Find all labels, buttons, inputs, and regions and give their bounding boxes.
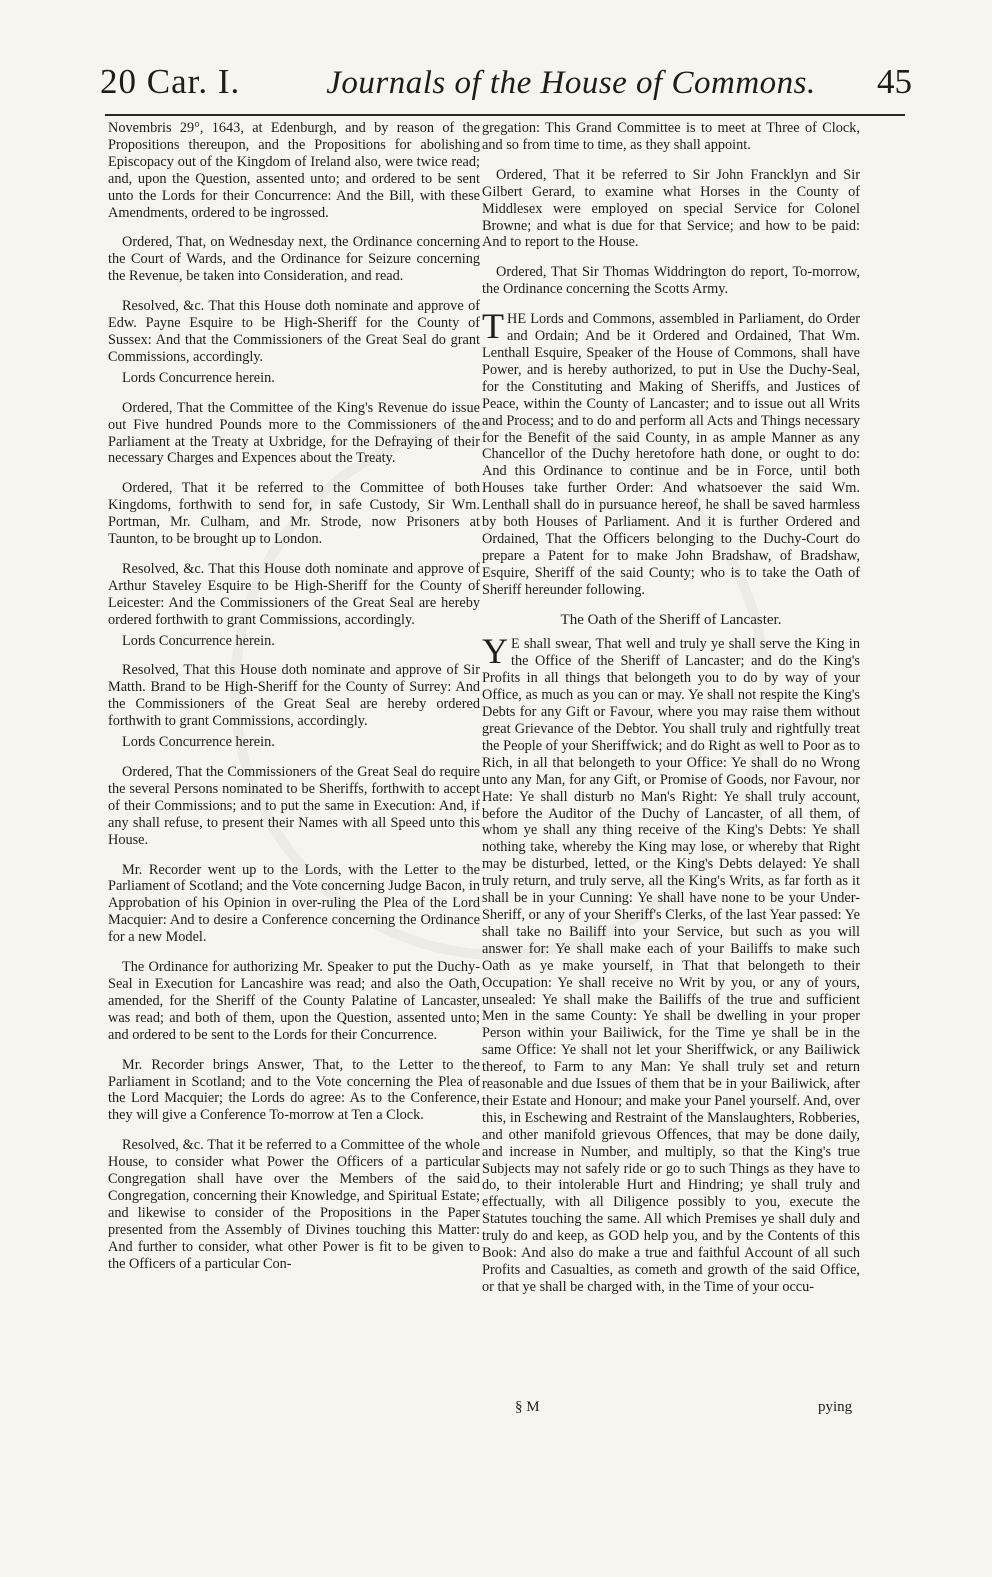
catchword: pying [818, 1399, 853, 1415]
entry-paragraph: Ordered, That it be referred to Sir John Francklyn and Sir Gilbert Gerard, to examine what Horses in the County of Middlesex were employed on special Service for Colonel Browne; and what is due for that Service; and how to be paid: And to report to the House. [482, 166, 860, 251]
entry-paragraph: gregation: This Grand Committee is to meet at Three of Clock, and so from time to time, as they shall appoint. [482, 120, 860, 153]
running-head [100, 62, 912, 118]
lords-concurrence-note: Lords Concurrence herein. [122, 734, 275, 751]
entry-paragraph: Resolved, &c. That this House doth nominate and approve of Edw. Payne Esquire to be High-Sheriff for the County of Sussex: And that the Commissioners of the Great Seal do grant Commissions, accordingly. [108, 298, 480, 365]
ordinance-text: THE Lords and Commons, assembled in Parliament, do Order and Ordain; And be it Ordered and Ordained, That Wm. Lenthall Esquire, Speaker of the House of Commons, shall have Power, and is hereby authorized, to put in Use the Duchy-Seal, for the Constituting and Making of Sheriffs, and Justices of Peace, within the County of Lancaster; and to issue out all Writs and Process; and to do and perform all Acts and Things necessary for the Benefit of the said County, in as ample Manner as any Chancellor of the Duchy heretofore hath done, or ought to do: And this Ordinance to continue and be in Force, until both Houses take further Order: And whatsoever the said Wm. Lenthall shall do in pursuance hereof, he shall be saved harmless by both Houses of Parliament. And it is further Ordered and Ordained, That the Officers belonging to the Duchy-Court do prepare a Patent for to make John Bradshaw, of Bradshaw, Esquire, Sheriff of the said County; who is to take the Oath of Sheriff hereunder following. [482, 306, 860, 598]
lords-concurrence-note: Lords Concurrence herein. [122, 369, 275, 386]
entry-paragraph: Resolved, &c. That this House doth nominate and approve of Arthur Staveley Esquire to be High-Sheriff for the County of Leicester: And the Commissioners of the Great Seal are hereby ordered forthwith to grant Commissions, accordingly. [108, 560, 480, 628]
regnal-year: 20 Car. I. [100, 62, 241, 101]
entry-paragraph: Ordered, That Sir Thomas Widdrington do report, To-morrow, the Ordinance concerning the Scotts Army. [482, 264, 860, 298]
entry-paragraph: Ordered, That the Committee of the King's Revenue do issue out Five hundred Pounds more to the Commissioners of the Parliament at the Treaty at Uxbridge, for the Defraying of their necessary Charges and Expences about the Treaty. [108, 399, 480, 467]
right-column [482, 120, 860, 1309]
entry-paragraph: Ordered, That it be referred to the Committee of both Kingdoms, forthwith to send for, in safe Custody, Sir Wm. Portman, Mr. Culham, and Mr. Strode, now Prisoners at Taunton, to be brought up to London. [108, 480, 480, 548]
page-number: 45 [877, 62, 912, 101]
oath-heading: The Oath of the Sheriff of Lancaster. [560, 611, 782, 628]
header-rule [105, 114, 905, 116]
entry-paragraph: Novembris 29°, 1643, at Edenburgh, and by reason of the Propositions thereupon, and the Propositions for abolishing Episcopacy out of the Kingdom of Ireland also, were twice read; and, upon the Question, assented unto; and ordered to be sent unto the Lords for their Concurrence: And the Bill, with these Amendments, ordered to be ingrossed. [108, 120, 480, 221]
entry-paragraph: Ordered, That, on Wednesday next, the Ordinance concerning the Court of Wards, and the Ordinance for Seizure concerning the Revenue, be taken into Consideration, and read. [108, 234, 480, 285]
entry-paragraph: Ordered, That the Commissioners of the Great Seal do require the several Persons nominated to be Sheriffs, forthwith to accept of their Commissions; and to put the same in Execution: And, if any shall refuse, to present their Names with all Speed unto this House. [108, 764, 480, 848]
entry-paragraph: Resolved, &c. That it be referred to a Committee of the whole House, to consider what Power the Officers of a particular Congregation shall have over the Members of the said Congregation, concerning their Knowledge, and Spiritual Estate; and likewise to consider of the Propositions in the Paper presented from the Assembly of Divines touching this Matter: And further to consider, what other Power is fit to be given to the Officers of a particular Con- [108, 1137, 480, 1272]
oath-text: YE shall swear, That well and truly ye shall serve the King in the Office of the Sheriff of Lancaster; and do the King's Profits in all things that belongeth you to do by way of your Office, as much as you can or may. Ye shall not respite the King's Debts for any Gift or Favour, where you may raise them without great Grievance of the Debtor. You shall truly and rightfully treat the People of your Sheriffwick; and do Right as well to Poor as to Rich, in all that belongeth to your Office: Ye shall do no Wrong unto any Man, for any Gift, or Promise of Goods, nor Favour, nor Hate: Ye shall disturb no Man's Right: Ye shall truly account, before the Auditor of the Duchy of Lancaster, of all them, of whom ye shall any thing receive of the King's Debts: Ye shall nothing take, whereby the King may lose, or whereby that Right may be disturbed, letted, or the King's Debts delayed: Ye shall truly return, and truly serve, all the King's Writs, as far forth as it shall be in your Cunning: Ye shall have none to be your Under-Sheriff, or any of your Sheriff's Clerks, of the last Year passed: Ye shall take no Bailiff into your Service, but such as you will answer for: Ye shall make each of your Bailiffs to make such Oath as ye make yourself, in That that belongeth to their Occupation: Ye shall receive no Writ by you, or any of yours, unsealed: Ye shall make the Bailiffs of the true and sufficient Men in the same County: Ye shall be dwelling in your proper Person within your Bailiwick, for the Time ye shall be in the same Office: Ye shall not let your Sheriffwick, or any Bailiwick thereof, to Farm to any Man: Ye shall truly set and return reasonable and due Issues of them that be in your Bailiwick, after their Estate and Honour; and make your Panel yourself. And, over this, in Eschewing and Restraint of the Manslaughters, Robberies, and other manifold grievous Offences, that may be done daily, and increase in Number, and multiply, so that the King's true Subjects may not safely ride or go to such Things as they have to do, to their intolerable Hurt and Hindring; ye shall truly and effectually, with all Diligence possibly to you, execute the Statutes touching the same. All which Premises ye shall duly and truly do and keep, as GOD help you, and by the Contents of this Book: And also do make a true and faithful Account of all such Profits and Casualties, as cometh and growth of the said Office, or that ye shall be charged with, in the Time of your occu- [482, 631, 860, 1295]
signature-mark: § M [515, 1399, 540, 1415]
entry-paragraph: Resolved, That this House doth nominate and approve of Sir Matth. Brand to be High-Sheriff for the County of Surrey: And the Commissioners of the Great Seal are hereby ordered forthwith to grant Commissions, accordingly. [108, 662, 480, 730]
lords-concurrence-note: Lords Concurrence herein. [122, 632, 275, 649]
journal-title: Journals of the House of Commons. [326, 65, 816, 101]
entry-paragraph: The Ordinance for authorizing Mr. Speaker to put the Duchy-Seal in Execution for Lancashire was read; and also the Oath, amended, for the Sheriff of the County Palatine of Lancaster, was read; and both of them, upon the Question, assented unto; and ordered to be sent to the Lords for their Concurrence. [108, 959, 480, 1043]
entry-paragraph: Mr. Recorder went up to the Lords, with the Letter to the Parliament of Scotland; and the Vote concerning Judge Bacon, in Approbation of his Opinion in over-ruling the Plea of the Lord Macquier: And to desire a Conference concerning the Ordinance for a new Model. [108, 861, 480, 946]
left-column [108, 120, 480, 1285]
entry-paragraph: Mr. Recorder brings Answer, That, to the Letter to the Parliament in Scotland; and to the Vote concerning the Plea of the Lord Macquier; the Lords do agree: As to the Conference, they will give a Conference To-morrow at Ten a Clock. [108, 1056, 480, 1124]
